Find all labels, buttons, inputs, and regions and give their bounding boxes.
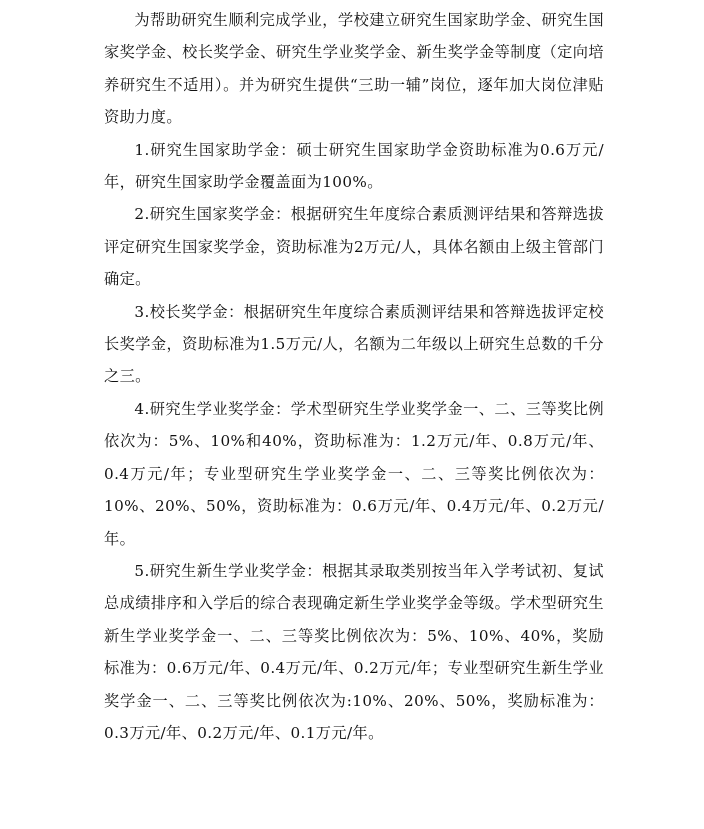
president-scholarship-paragraph: 3.校长奖学金：根据研究生年度综合素质测评结果和答辩选拔评定校长奖学金，资助标准为1.5万元/人，名额为二年级以上研究生总数的千分之三。 xyxy=(104,302,604,386)
freshman-scholarship-paragraph: 5.研究生新生学业奖学金：根据其录取类别按当年入学考试初、复试总成绩排序和入学后的综合表现确定新生学业奖学金等级。学术型研究生新生学业奖学金一、二、三等奖比例依次为：5%、10%、40%，奖励标准为：0.6万元/年、0.4万元/年、0.2万元/年；专业型研究生新生学业奖学金一、二、三等奖比例依次为:10%、20%、50%，奖励标准为：0.3万元/年、0.2万元/年、0.1万元/年。 xyxy=(104,561,604,742)
academic-scholarship-paragraph: 4.研究生学业奖学金：学术型研究生学业奖学金一、二、三等奖比例依次为：5%、10%和40%，资助标准为：1.2万元/年、0.8万元/年、0.4万元/年；专业型研究生学业奖学金一、二、三等奖比例依次为：10%、20%、50%，资助标准为：0.6万元/年、0.4万元/年、0.2万元/年。 xyxy=(104,399,604,548)
national-grant-paragraph: 1.研究生国家助学金：硕士研究生国家助学金资助标准为0.6万元/年，研究生国家助学金覆盖面为100%。 xyxy=(104,140,604,192)
document-body xyxy=(104,4,604,749)
intro-paragraph: 为帮助研究生顺利完成学业，学校建立研究生国家助学金、研究生国家奖学金、校长奖学金、研究生学业奖学金、新生奖学金等制度（定向培养研究生不适用）。并为研究生提供“三助一辅”岗位，逐年加大岗位津贴资助力度。 xyxy=(104,11,604,127)
national-scholarship-paragraph: 2.研究生国家奖学金：根据研究生年度综合素质测评结果和答辩选拔评定研究生国家奖学金，资助标准为2万元/人，具体名额由上级主管部门确定。 xyxy=(104,205,604,289)
